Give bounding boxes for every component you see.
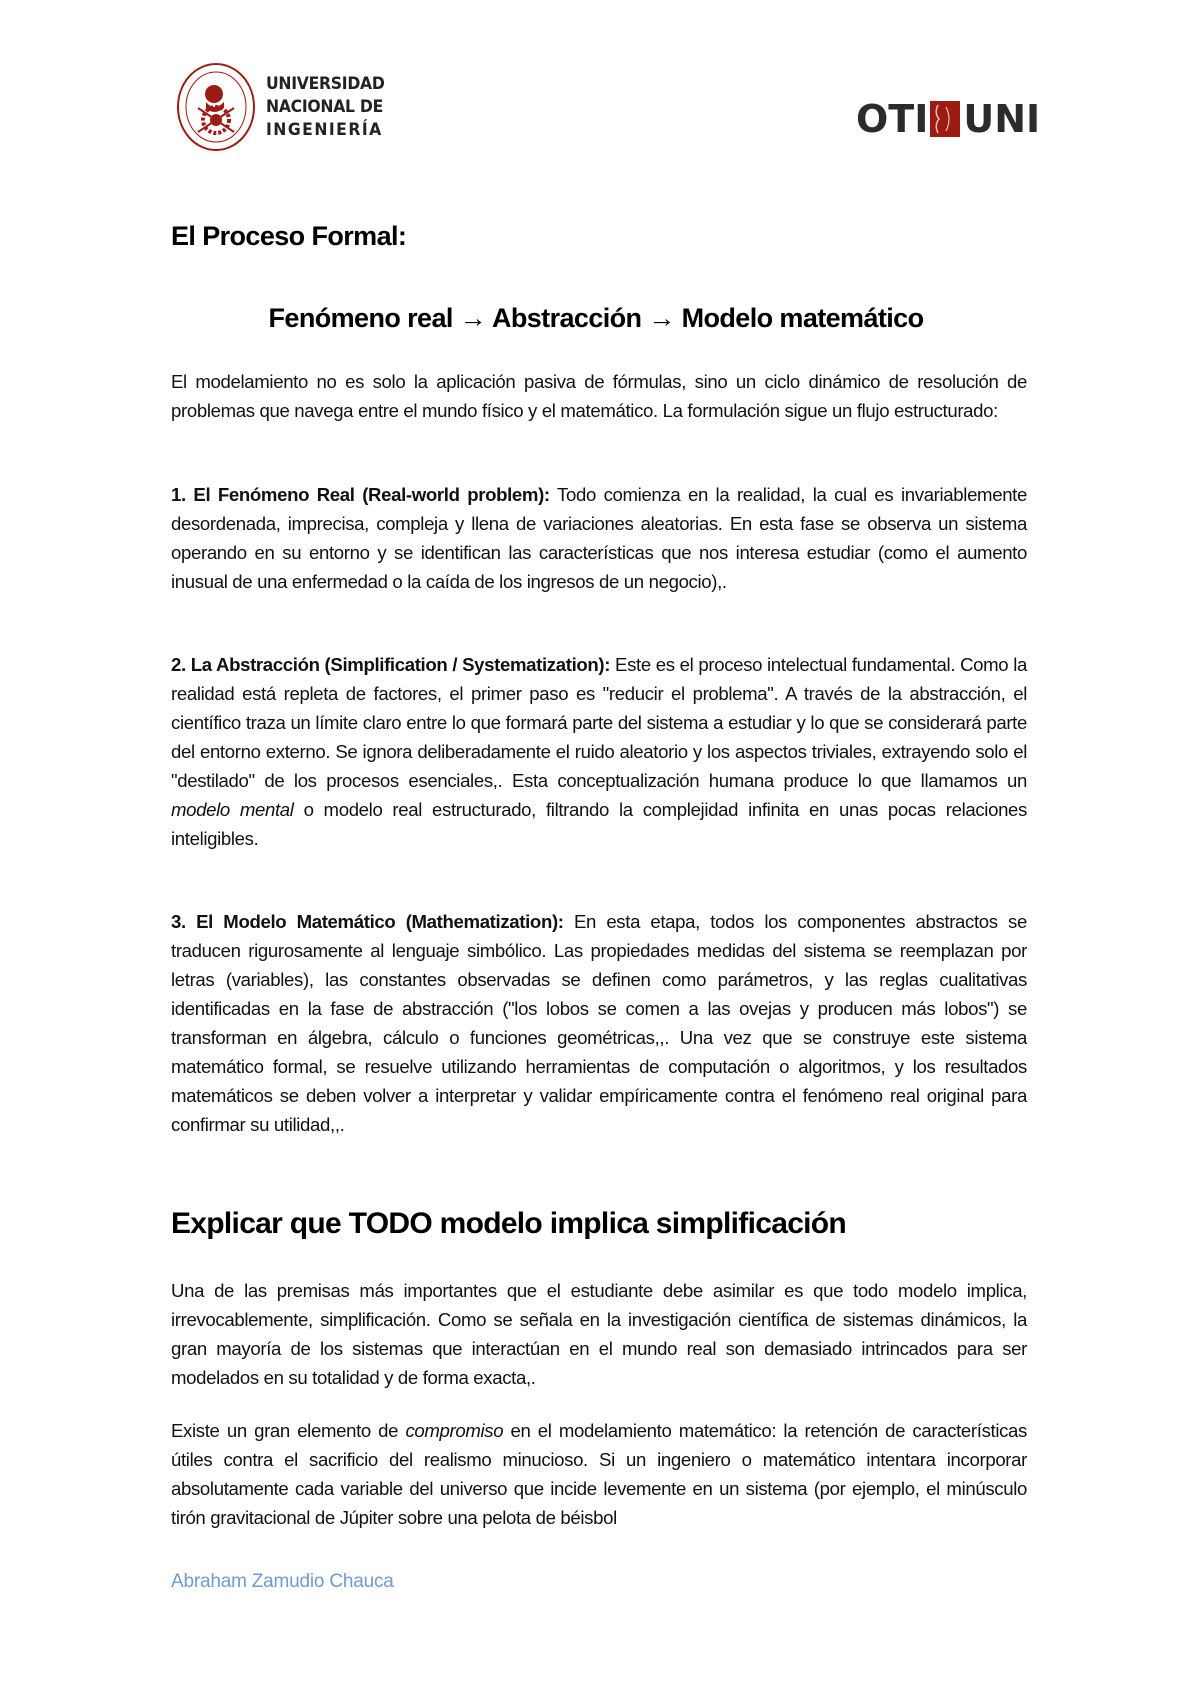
paragraph-text-continued: en el modelamiento matemático: la retención de características útiles contra el sacrificio del realismo minucioso. Si un ingeniero o matemático intentara incorporar absolutamente cada variable del universo que incide levemente en un sistema (por ejemplo, el minúsculo tirón gravitacional de Júpiter sobre una pelota de béisbol <box>171 1420 1027 1528</box>
intro-paragraph: El modelamiento no es solo la aplicación pasiva de fórmulas, sino un ciclo dinámico de resolución de problemas que navega entre el mundo físico y el matemático. La formulación sigue un flujo estructurado: <box>171 371 1027 421</box>
list-item-label: 3. El Modelo Matemático (Mathematization): <box>171 911 564 932</box>
emphasis-compromiso: compromiso <box>405 1420 504 1441</box>
university-name-line-1: UNIVERSIDAD <box>266 73 385 94</box>
section-title-simplificacion: Explicar que TODO modelo implica simplificación <box>171 1207 847 1240</box>
list-item-text: En esta etapa, todos los componentes abstractos se traducen rigurosamente al lenguaje simbólico. Las propiedades medidas del sistema se reemplazan por letras (variables), las constantes observadas se definen como parámetros, y las reglas cualitativas identificadas en la fase de abstracción ("los lobos se comen a las ovejas y producen más lobos") se transforman en álgebra, cálculo o funciones geométricas,,. Una vez que se construye este sistema matemático formal, se resuelve utilizando herramientas de computación o algoritmos, y los resultados matemáticos se deben volver a interpretar y validar empíricamente contra el fenómeno real original para confirmar su utilidad,,. <box>171 911 1027 1135</box>
paragraph-text: Existe un gran elemento de <box>171 1420 406 1441</box>
list-item-text: Todo comienza en la realidad, la cual es invariablemente desordenada, imprecisa, compleja y llena de variaciones aleatorias. En esta fase se observa un sistema operando en su entorno y se identifican las características que nos interesa estudiar (como el aumento inusual de una enfermedad o la caída de los ingresos de un negocio),. <box>171 484 1027 592</box>
section-title-proceso-formal: El Proceso Formal: <box>171 221 407 251</box>
university-name-line-2: NACIONAL DE <box>266 96 384 117</box>
university-name-line-3: INGENIERÍA <box>266 119 383 140</box>
oti-logo-right: UNI <box>963 97 1041 141</box>
simplificacion-paragraph-1: Una de las premisas más importantes que el estudiante debe asimilar es que todo modelo implica, irrevocablemente, simplificación. Como se señala en la investigación científica de sistemas dinámicos, la gran mayoría de los sistemas que interactúan en el mundo real son demasiado intrincados para ser modelados en su totalidad y de forma exacta,. <box>171 1280 1027 1388</box>
flow-heading: Fenómeno real → Abstracción → Modelo matemático <box>268 303 924 333</box>
list-item-label: 2. La Abstracción (Simplification / Systematization): <box>171 654 611 675</box>
oti-uni-logo <box>856 99 1040 139</box>
list-item-modelo-matematico <box>171 907 1027 1139</box>
university-name <box>266 73 385 142</box>
list-item-label: 1. El Fenómeno Real (Real-world problem): <box>171 484 550 505</box>
list-item-text: Este es el proceso intelectual fundamental. Como la realidad está repleta de factores, el primer paso es "reducir el problema". A través de la abstracción, el científico traza un límite claro entre lo que formará parte del sistema a estudiar y lo que se considerará parte del entorno externo. Se ignora deliberadamente el ruido aleatorio y los aspectos triviales, extrayendo solo el "destilado" de los procesos esenciales,. Esta conceptualización humana produce lo que llamamos un <box>171 654 1027 791</box>
emphasis-modelo-mental: modelo mental <box>171 799 294 820</box>
simplificacion-paragraph-2 <box>171 1416 1027 1532</box>
list-item-fenomeno-real <box>171 480 1027 596</box>
footer-author: Abraham Zamudio Chauca <box>171 1571 394 1592</box>
oti-logo-emblem-icon <box>930 101 960 137</box>
university-logo <box>176 62 395 152</box>
oti-logo-left: OTI <box>856 97 929 141</box>
list-item-abstraccion <box>171 650 1027 853</box>
list-item-text-continued: o modelo real estructurado, filtrando la complejidad infinita en unas pocas relaciones inteligibles. <box>171 799 1027 849</box>
uni-seal-icon <box>176 62 256 152</box>
page-header <box>0 0 1192 170</box>
